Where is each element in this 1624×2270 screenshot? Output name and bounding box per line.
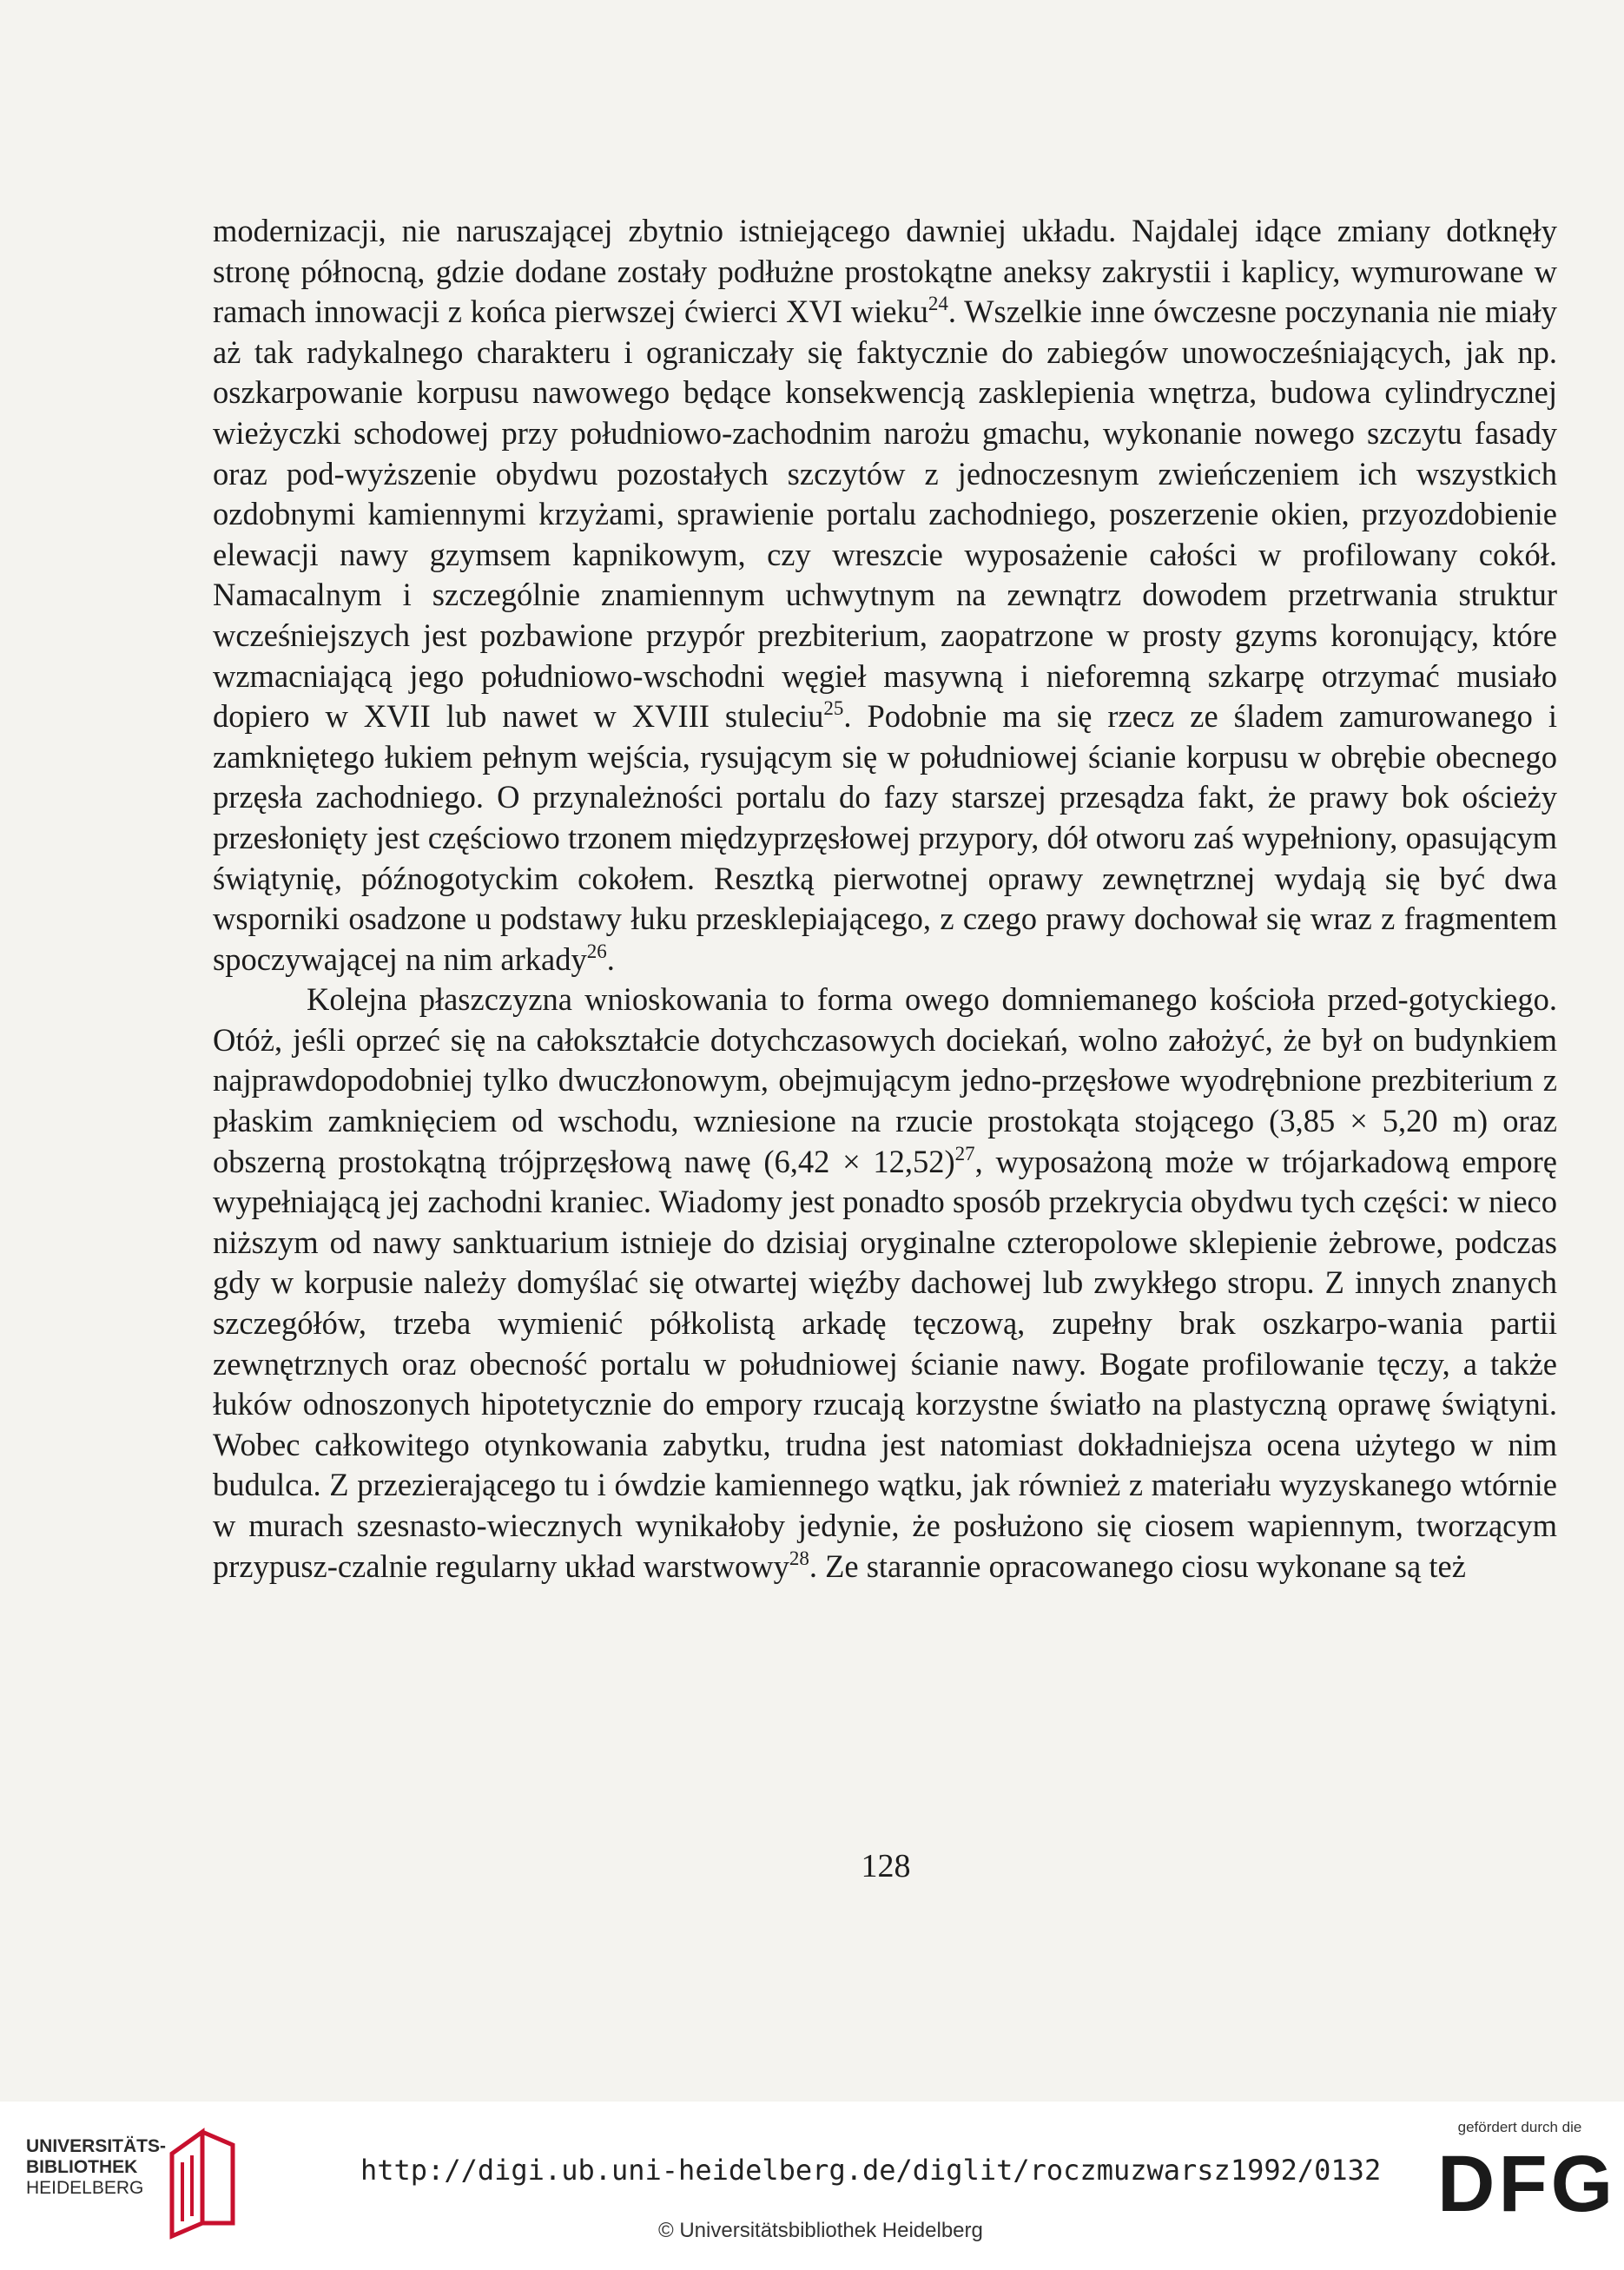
library-logo[interactable] [26,2119,252,2254]
footnote-ref: 26 [586,940,607,962]
paragraph-text: modernizacji, nie naruszającej zbytnio istniejącego dawniej układu. Najdalej idące zmiany dotknęły stronę północną, gdzie dodane zostały podłużne prostokątne aneksy zakrystii i kaplicy, wymurowane w ramach innowacji z końca pierwszej ćwierci XVI wieku [213,213,1557,330]
library-logo-text [26,2136,166,2199]
paragraph [213,211,1557,980]
library-emblem-icon [163,2119,250,2240]
funding-caption: gefördert durch die [1457,2119,1582,2135]
footnote-ref: 25 [823,697,844,720]
paragraph-text: Kolejna płaszczyzna wnioskowania to forma owego domniemanego kościoła przed-gotyckiego. Otóż, jeśli oprzeć się na całokształcie dotychczasowych dociekań, wolno założyć, że był on budynkiem najprawdopodobniej tylko dwuczłonowym, obejmującym jedno-przęsłowe wyodrębnione prezbiterium z płaskim zamknięciem od wschodu, wzniesione na rzucie prostokąta stojącego (3,85 × 5,20 m) oraz obszerną prostokątną trójprzęsłową nawę (6,42 × 12,52) [213,981,1557,1179]
page-number: 128 [861,1848,911,1884]
document-link[interactable]: http://digi.ub.uni-heidelberg.de/diglit/roczmuzwarsz1992/0132 [360,2154,1382,2187]
paragraph-text: , wyposażoną może w trójarkadową emporę wypełniającą jej zachodni kraniec. Wiadomy jest ponadto sposób przekrycia obydwu tych części: w nieco niższym od nawy sanktuarium istnieje do dzisiaj oryginalne czteropolowe sklepienie żebrowe, podczas gdy w korpusie należy domyślać się otwartej więźby dachowej lub zwykłego stropu. Z innych znanych szczegółów, trzeba wymienić półkolistą arkadę tęczową, zupełny brak oszkarpo-wania partii zewnętrznych oraz obecność portalu w południowej ścianie nawy. Bogate profilowanie tęczy, a także łuków odnoszonych hipotetycznie do empory rzucają korzystne światło na plastyczną oprawę świątyni. Wobec całkowitego otynkowania zabytku, trudna jest natomiast dokładniejsza ocena użytego w nim budulca. Z przezierającego tu i ówdzie kamiennego wątku, jak również z materiału wyzyskanego wtórnie w murach szesnasto-wiecznych wynikałoby jedynie, że posłużono się ciosem wapiennym, tworzącym przypusz-czalnie regularny układ warstwowy [213,1143,1557,1584]
dfg-logo: DFG [1437,2140,1617,2228]
footnote-ref: 27 [954,1142,975,1165]
copyright-notice: © Universitätsbibliothek Heidelberg [658,2219,983,2242]
paragraph-text: . Wszelkie inne ówczesne poczynania nie miały aż tak radykalnego charakteru i ograniczały się faktycznie do zabiegów unowocześniających, jak np. oszkarpowanie korpusu nawowego będące konsekwencją zasklepienia wnętrza, budowa cylindrycznej wieżyczki schodowej przy południowo-zachodnim narożu gmachu, wykonanie nowego szczytu fasady oraz pod-wyższenie obydwu pozostałych szczytów z jednoczesnym zwieńczeniem ich wszystkich ozdobnymi kamiennymi krzyżami, sprawienie portalu zachodniego, poszerzenie okien, przyozdobienie elewacji nawy gzymsem kapnikowym, czy wreszcie wyposażenie całości w profilowany cokół. Namacalnym i szczególnie znamiennym uchwytnym na zewnątrz dowodem przetrwania struktur wcześniejszych jest pozbawione przypór prezbiterium, zaopatrzone w prosty gzyms koronujący, które wzmacniającą jego południowo-wschodni węgieł masywną i nieforemną szkarpę otrzymać musiało dopiero w XVII lub nawet w XVIII stuleciu [213,294,1557,735]
funding-block[interactable] [1437,2119,1617,2249]
body-text [213,211,1557,1587]
paragraph-text: . Ze starannie opracowanego ciosu wykonane są też [809,1547,1466,1584]
footnote-ref: 24 [928,293,948,315]
footnote-ref: 28 [789,1547,809,1569]
paragraph-text: . [606,940,615,977]
library-logo-line: UNIVERSITÄTS- [26,2136,167,2156]
paragraph-text: . Podobnie ma się rzecz ze śladem zamurowanego i zamkniętego łukiem pełnym wejścia, rysującym się w południowej ścianie korpusu w obrębie obecnego przęsła zachodniego. O przynależności portalu do fazy starszej przesądza fakt, że prawy bok ościeży przesłonięty jest częściowo trzonem międzyprzęsłowej przypory, dół otworu zaś wypełniony, opasującym świątynię, późnogotyckim cokołem. Resztką pierwotnej oprawy zewnętrznej wydają się być dwa wsporniki osadzone u podstawy łuku przesklepiającego, z czego prawy dochował się wraz z fragmentem spoczywającej na nim arkady [213,698,1558,977]
paragraph [213,980,1557,1587]
library-logo-line: HEIDELBERG [26,2178,144,2198]
library-logo-line: BIBLIOTHEK [26,2157,138,2177]
